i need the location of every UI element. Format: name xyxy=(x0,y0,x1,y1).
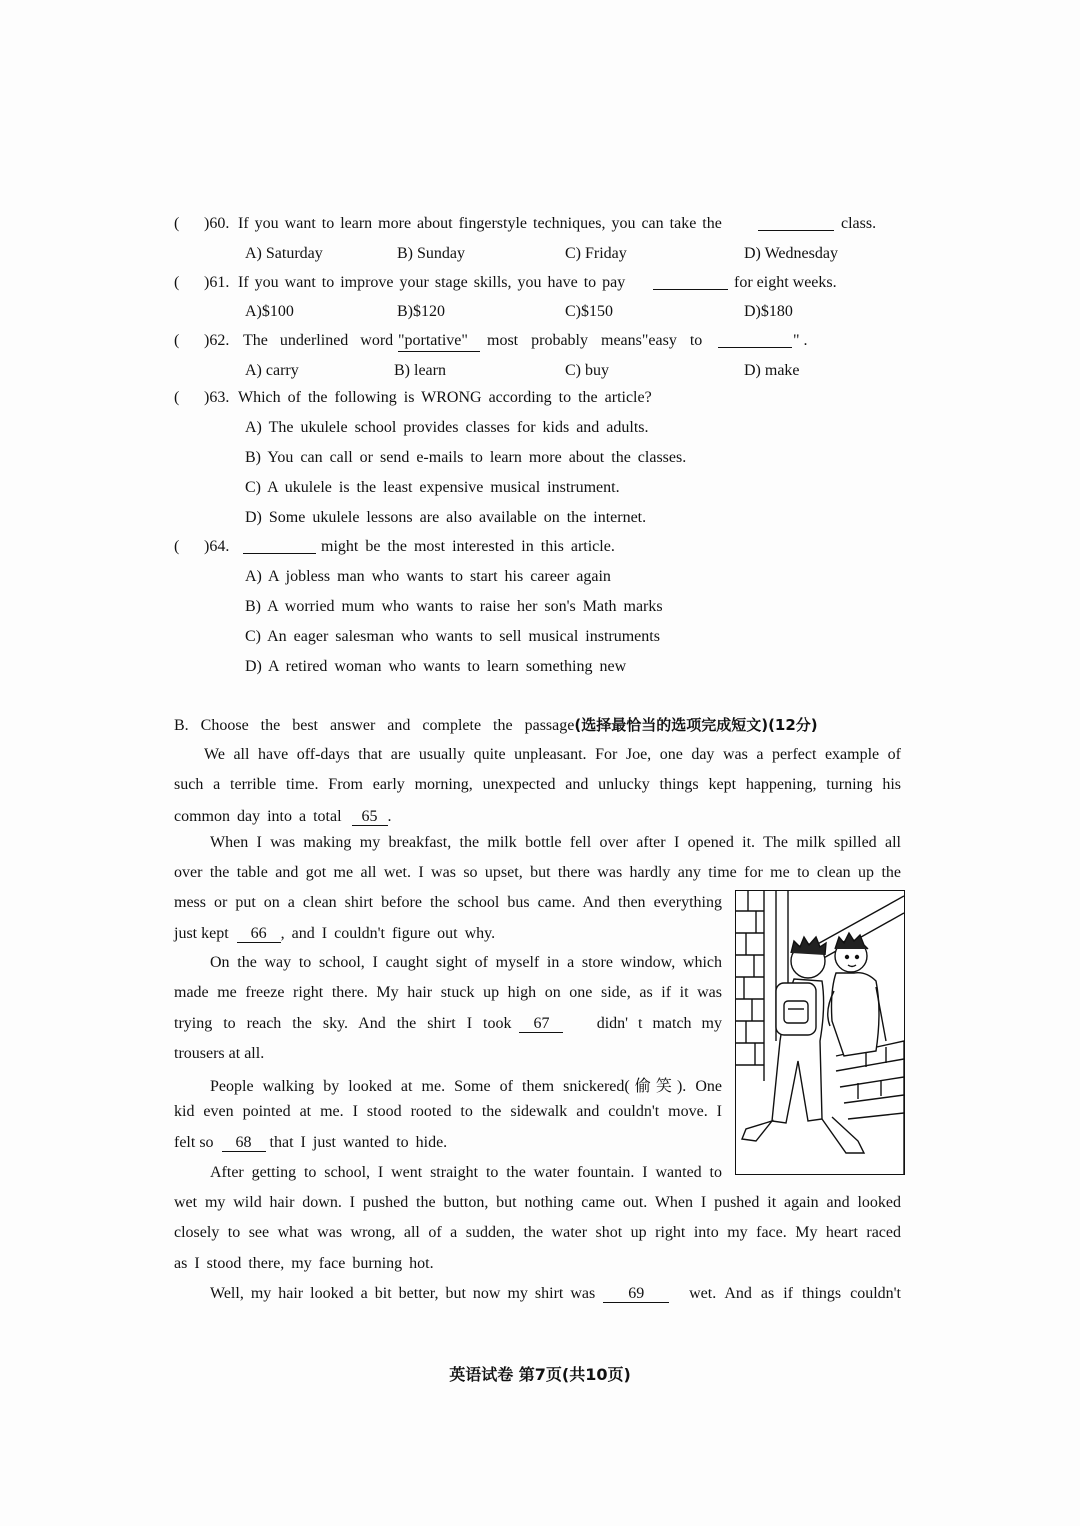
section-b-heading xyxy=(174,715,818,736)
answer-blank xyxy=(243,537,316,554)
blank-69: 69 xyxy=(603,1286,669,1303)
option-a: A)$100 xyxy=(245,303,294,320)
passage-line: common day into a total 65 . xyxy=(174,808,392,825)
answer-blank xyxy=(718,331,792,348)
option-b: B) You can call or send e-mails to learn more about the classes. xyxy=(245,449,687,466)
section-heading-en: B. Choose the best answer and complete the passage xyxy=(174,717,575,734)
underlined-word: "portative" xyxy=(398,331,480,352)
question-stem: If you want to learn more about fingerstyle techniques, you can take the xyxy=(238,215,722,232)
passage-line xyxy=(174,1133,447,1153)
passage-line: wet my wild hair down. I pushed the button, but nothing came out. When I pushed it again and looked xyxy=(174,1194,901,1211)
passage-text: common day into a total xyxy=(174,808,342,825)
option-b: B)$120 xyxy=(397,303,445,320)
boys-walking-illustration xyxy=(736,891,904,1174)
option-d: D)$180 xyxy=(744,303,793,320)
option-c: C) Friday xyxy=(565,245,627,262)
question-number: )61. xyxy=(204,274,230,291)
passage-text: just kept xyxy=(174,925,229,942)
option-d: D) A retired woman who wants to learn something new xyxy=(245,658,627,675)
passage-text: Well, my hair looked a bit better, but now my shirt was xyxy=(210,1285,596,1302)
passage-line: After getting to school, I went straight to the water fountain. I wanted to xyxy=(210,1164,722,1181)
blank-67: 67 xyxy=(519,1016,563,1033)
option-d: D) Some ukulele lessons are also available on the internet. xyxy=(245,509,647,526)
question-number: )62. xyxy=(204,332,230,349)
passage-text: trying to reach the sky. And the shirt I took xyxy=(174,1015,512,1032)
option-a: A) carry xyxy=(245,362,299,379)
question-stem: The underlined word xyxy=(243,332,394,349)
passage-text: that I just wanted to hide. xyxy=(269,1134,448,1151)
section-heading-cn: (选择最恰当的选项完成短文)(12分) xyxy=(574,716,818,734)
passage-line: mess or put on a clean shirt before the school bus came. And then everything xyxy=(174,894,722,911)
passage-line xyxy=(174,924,495,944)
option-b: B) Sunday xyxy=(397,245,465,262)
option-d: D) make xyxy=(744,362,800,379)
answer-paren: ( xyxy=(174,215,180,232)
passage-line: closely to see what was wrong, all of a sudden, the water shot up right into my face. My heart raced xyxy=(174,1224,901,1241)
answer-blank xyxy=(653,273,728,290)
passage-line: We all have off-days that are usually quite unpleasant. For Joe, one day was a perfect example of xyxy=(204,746,901,763)
question-stem-end: class. xyxy=(841,215,877,232)
option-b: B) A worried mum who wants to raise her son's Math marks xyxy=(245,598,663,615)
option-b: B) learn xyxy=(394,362,446,379)
option-c: C)$150 xyxy=(565,303,613,320)
option-c: C) buy xyxy=(565,362,609,379)
answer-paren: ( xyxy=(174,332,180,349)
option-a: A) Saturday xyxy=(245,245,323,262)
answer-paren: ( xyxy=(174,389,180,406)
answer-paren: ( xyxy=(174,538,180,555)
question-number: )60. xyxy=(204,215,230,232)
passage-line: kid even pointed at me. I stood rooted to the sidewalk and couldn't move. I xyxy=(174,1103,722,1120)
passage-text: , and I couldn't figure out why. xyxy=(280,925,496,942)
passage-line xyxy=(210,1284,901,1304)
passage-line: over the table and got me all wet. I was so upset, but there was hardly any time for me to clean up the xyxy=(174,864,901,881)
answer-blank xyxy=(758,214,834,231)
answer-paren: ( xyxy=(174,274,180,291)
question-stem-mid: most probably means"easy to xyxy=(487,332,703,349)
passage-line: such a terrible time. From early morning, unexpected and unlucky things kept happening, turning his xyxy=(174,776,901,793)
passage-line xyxy=(174,1014,722,1034)
passage-text: felt so xyxy=(174,1134,214,1151)
question-stem: If you want to improve your stage skills, you have to pay xyxy=(238,274,626,291)
blank-66: 66 xyxy=(237,926,281,943)
question-stem-end: for eight weeks. xyxy=(734,274,837,291)
option-a: A) A jobless man who wants to start his career again xyxy=(245,568,611,585)
option-d: D) Wednesday xyxy=(744,245,838,262)
question-number: )64. xyxy=(204,538,230,555)
question-number: )63. xyxy=(204,389,230,406)
passage-line: made me freeze right there. My hair stuck up high on one side, as if it was xyxy=(174,984,722,1001)
option-a: A) The ukulele school provides classes for kids and adults. xyxy=(245,419,649,436)
option-c: C) A ukulele is the least expensive musical instrument. xyxy=(245,479,620,496)
question-stem-end: " . xyxy=(793,332,808,349)
passage-line: as I stood there, my face burning hot. xyxy=(174,1255,434,1272)
question-stem: might be the most interested in this article. xyxy=(321,538,615,555)
option-c: C) An eager salesman who wants to sell musical instruments xyxy=(245,628,660,645)
passage-line: When I was making my breakfast, the milk bottle fell over after I opened it. The milk spilled all xyxy=(210,834,901,851)
blank-65: 65 xyxy=(352,809,388,826)
passage-line: trousers at all. xyxy=(174,1045,265,1062)
passage-line: People walking by looked at me. Some of them snickered(偷笑). One xyxy=(210,1078,722,1095)
passage-illustration xyxy=(735,890,905,1175)
blank-68: 68 xyxy=(222,1135,266,1152)
question-stem: Which of the following is WRONG according to the article? xyxy=(238,389,652,406)
passage-text: didn' t match my xyxy=(596,1015,722,1032)
page-footer: 英语试卷 第7页(共10页) xyxy=(449,1365,631,1384)
passage-text: wet. And as if things couldn't xyxy=(689,1285,901,1302)
passage-line: On the way to school, I caught sight of myself in a store window, which xyxy=(210,954,722,971)
